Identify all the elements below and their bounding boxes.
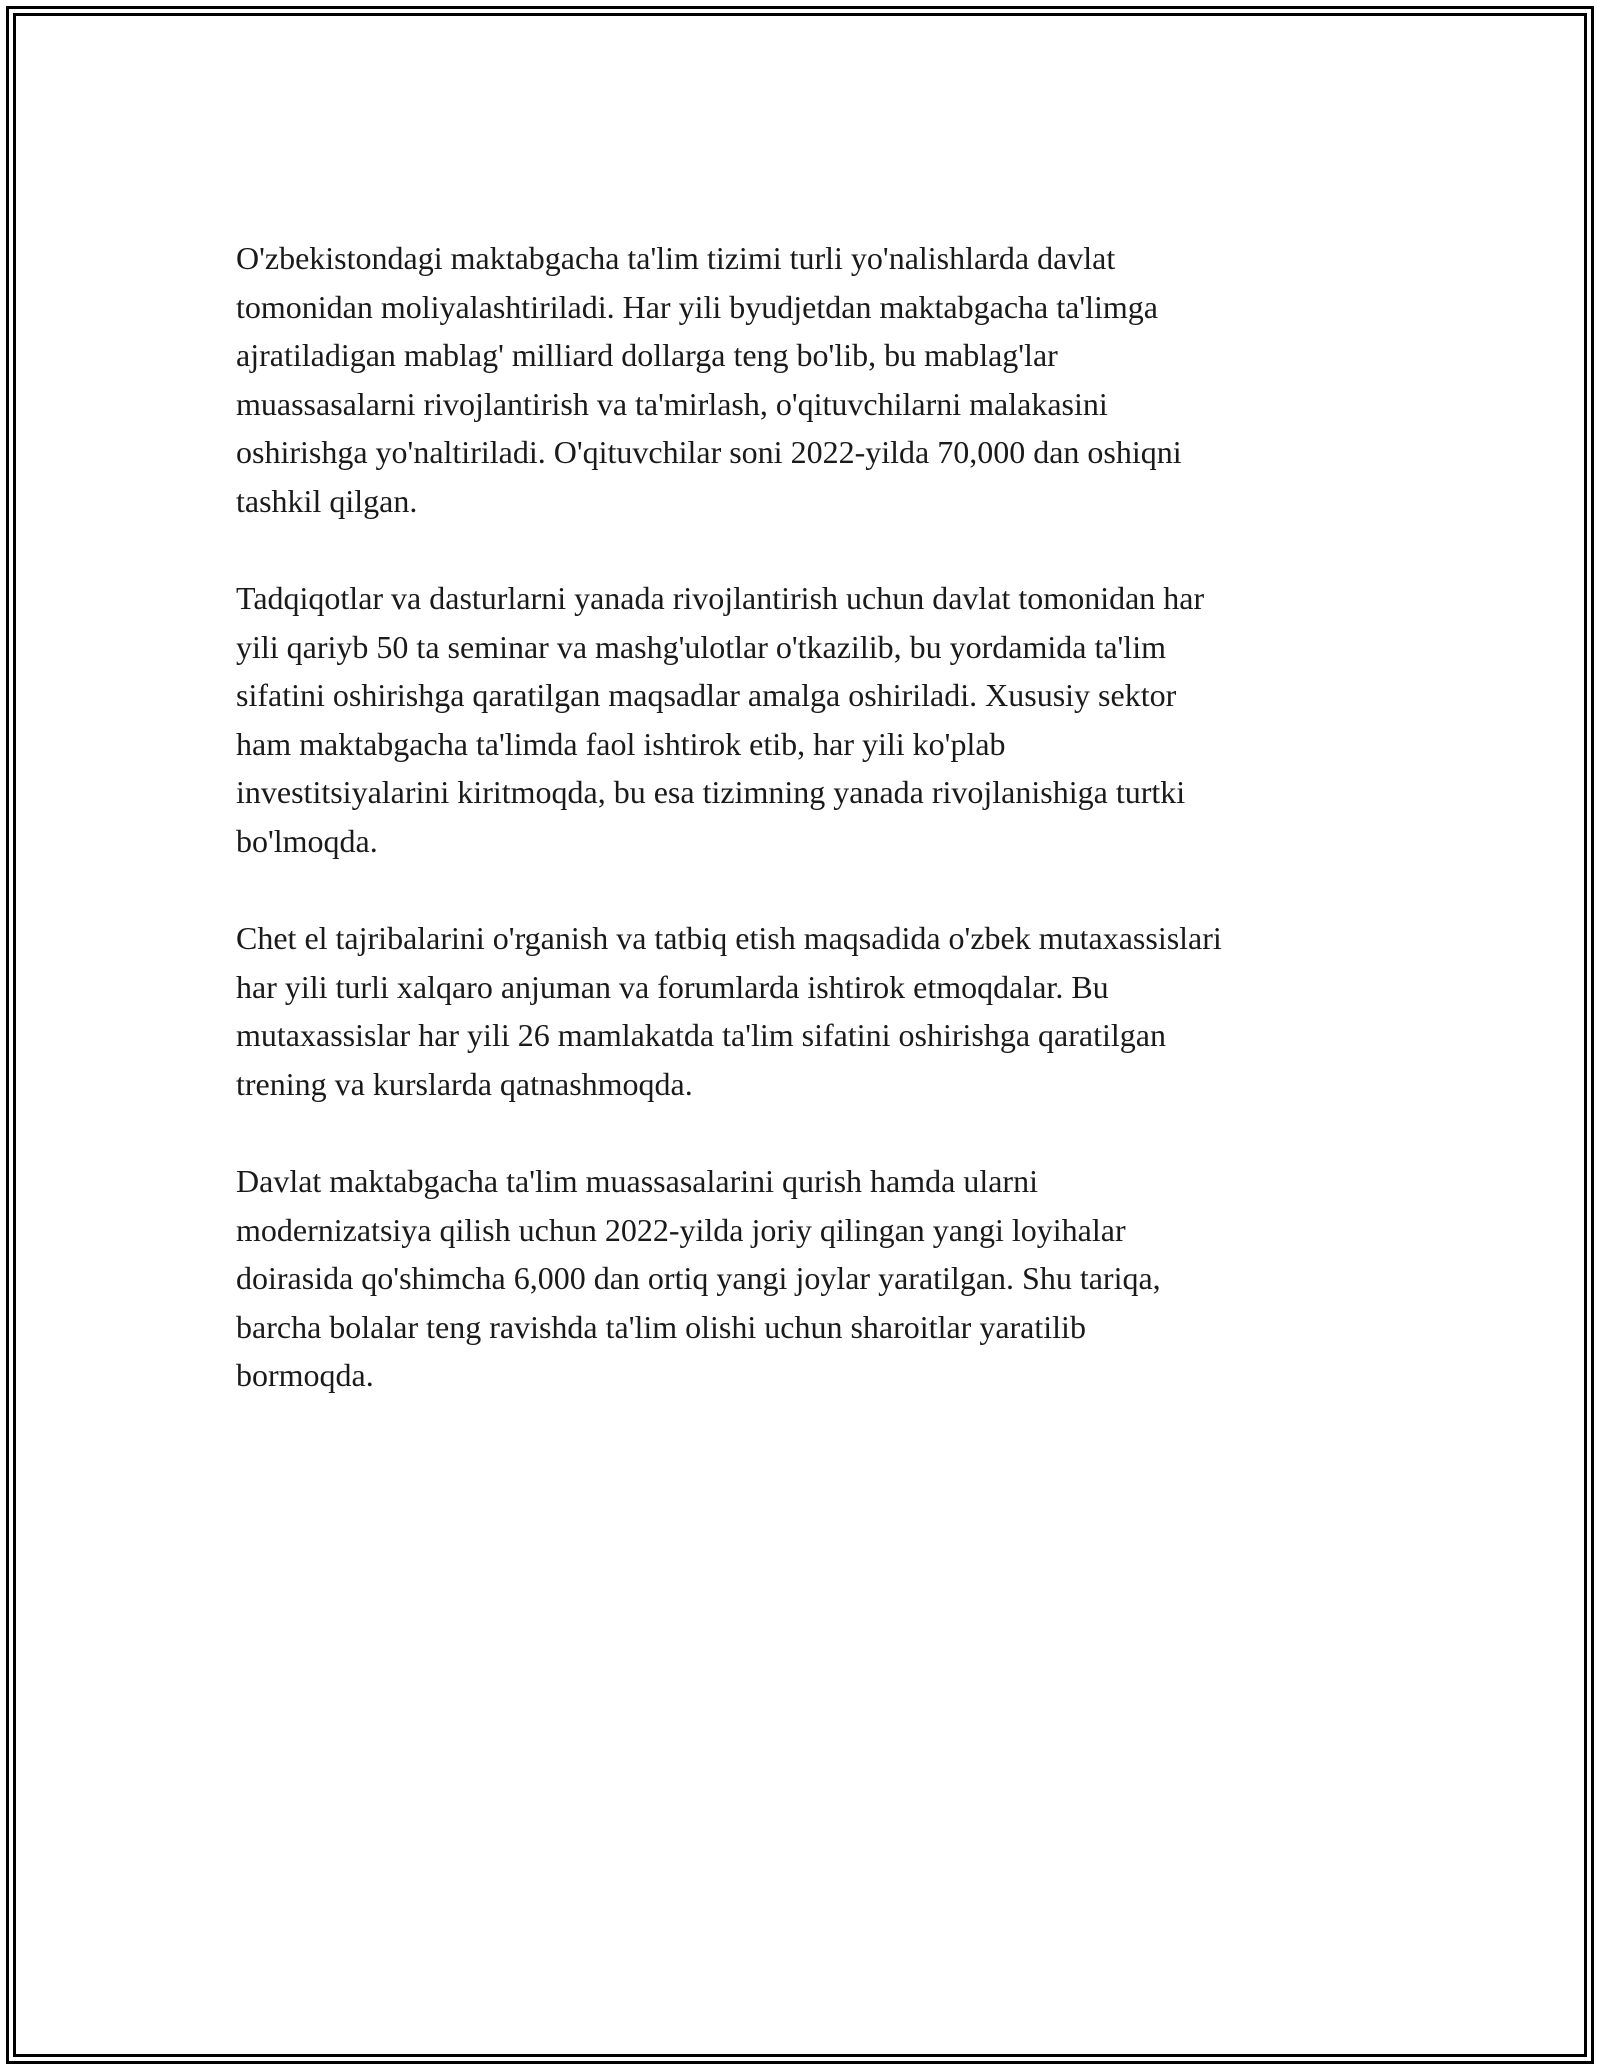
text-line: sifatini oshirishga qaratilgan maqsadlar amalga oshiriladi. Xususiy sektor <box>236 677 1177 713</box>
text-line: investitsiyalarini kiritmoqda, bu esa tizimning yanada rivojlanishiga turtki <box>236 774 1186 810</box>
text-line: ajratiladigan mablag' milliard dollarga teng bo'lib, bu mablag'lar <box>236 337 1058 373</box>
text-line: bo'lmoqda. <box>236 822 378 859</box>
text-line: doirasida qo'shimcha 6,000 dan ortiq yangi joylar yaratilgan. Shu tariqa, <box>236 1260 1161 1296</box>
text-line: har yili turli xalqaro anjuman va forumlarda ishtirok etmoqdalar. Bu <box>236 968 1109 1005</box>
paragraph-2 <box>236 574 1376 865</box>
paragraph-3 <box>236 914 1376 1108</box>
paragraph-1 <box>236 234 1376 525</box>
text-line: tomonidan moliyalashtiriladi. Har yili byudjetdan maktabgacha ta'limga <box>236 288 1158 325</box>
paragraph-4 <box>236 1157 1376 1400</box>
text-line: Tadqiqotlar va dasturlarni yanada rivojlantirish uchun davlat tomonidan har <box>236 580 1205 616</box>
text-line: Davlat maktabgacha ta'lim muassasalarini qurish hamda ularni <box>236 1163 1038 1199</box>
text-line: O'zbekistondagi maktabgacha ta'lim tizimi turli yo'nalishlarda davlat <box>236 240 1116 276</box>
text-line: trening va kurslarda qatnashmoqda. <box>236 1065 693 1102</box>
text-line: mutaxassislar har yili 26 mamlakatda ta'lim sifatini oshirishga qaratilgan <box>236 1017 1166 1053</box>
text-line: tashkil qilgan. <box>236 482 418 519</box>
text-line: modernizatsiya qilish uchun 2022-yilda joriy qilingan yangi loyihalar <box>236 1211 1126 1248</box>
text-line: barcha bolalar teng ravishda ta'lim olishi uchun sharoitlar yaratilib <box>236 1308 1086 1345</box>
text-line: ham maktabgacha ta'limda faol ishtirok etib, har yili ko'plab <box>236 725 1006 762</box>
text-line: oshirishga yo'naltiriladi. O'qituvchilar soni 2022-yilda 70,000 dan oshiqni <box>236 434 1182 470</box>
text-line: muassasalarni rivojlantirish va ta'mirlash, o'qituvchilarni malakasini <box>236 385 1108 422</box>
document-body <box>236 234 1376 1449</box>
text-line: yili qariyb 50 ta seminar va mashg'ulotlar o'tkazilib, bu yordamida ta'lim <box>236 628 1166 665</box>
text-line: bormoqda. <box>236 1357 374 1393</box>
text-line: Chet el tajribalarini o'rganish va tatbiq etish maqsadida o'zbek mutaxassislari <box>236 920 1222 956</box>
